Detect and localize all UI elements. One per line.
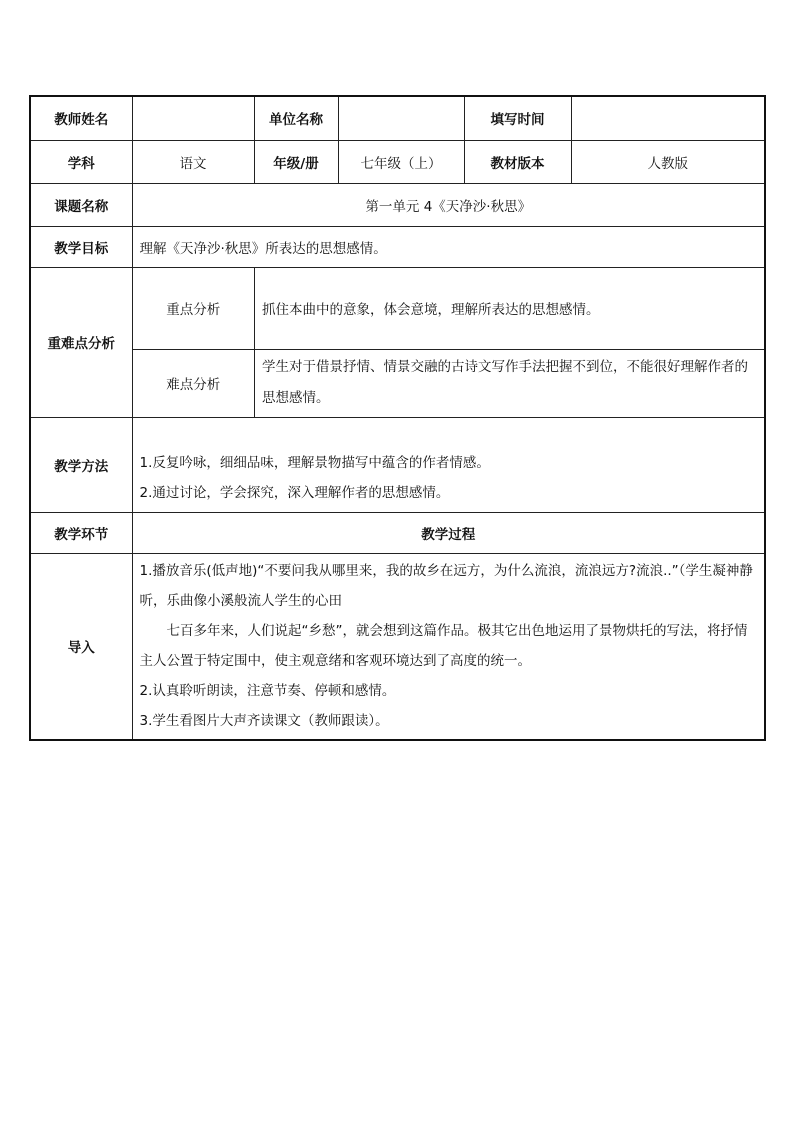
- focus-label: 重点分析: [133, 268, 255, 350]
- key-points-subtable: [133, 268, 765, 417]
- intro-paragraph[interactable]: 七百多年来，人们说起“乡愁”，就会想到这篇作品。极其它出色地运用了景物烘托的写法，将抒情主人公置于特定围中，使主观意绪和客观环境达到了高度的统一。: [139, 622, 748, 669]
- topic-value[interactable]: 第一单元 4《天净沙·秋思》: [132, 183, 765, 226]
- subject-value[interactable]: 语文: [132, 140, 254, 183]
- teacher-name-label: 教师姓名: [30, 96, 132, 140]
- grade-value[interactable]: 七年级（上）: [338, 140, 464, 183]
- difficulty-label: 难点分析: [133, 350, 255, 417]
- method-content: [132, 417, 765, 512]
- subject-label: 学科: [30, 140, 132, 183]
- lesson-plan-table: [29, 95, 766, 741]
- process-header-row: [30, 512, 765, 553]
- topic-label: 课题名称: [30, 183, 132, 226]
- goal-value[interactable]: 理解《天净沙·秋思》所表达的思想感情。: [132, 226, 765, 267]
- topic-row: [30, 183, 765, 226]
- intro-paragraph[interactable]: 3.学生看图片大声齐读课文（教师跟读）。: [139, 712, 389, 729]
- method-label: 教学方法: [30, 417, 132, 512]
- edition-label: 教材版本: [464, 140, 571, 183]
- teacher-name-value[interactable]: [132, 96, 254, 140]
- intro-paragraph[interactable]: 1.播放音乐(低声地)“不要问我从哪里来，我的故乡在远方，为什么流浪，流浪远方?流浪..”（学生凝神静听，乐曲像小溪般流人学生的心田: [139, 562, 753, 609]
- intro-content: [132, 553, 765, 740]
- header-row: [30, 96, 765, 140]
- method-item[interactable]: 2.通过讨论，学会探究，深入理解作者的思想感情。: [139, 484, 450, 501]
- method-item[interactable]: 1.反复吟咏，细细品味，理解景物描写中蕴含的作者情感。: [139, 454, 490, 471]
- key-analysis-label: 重难点分析: [30, 267, 132, 417]
- focus-value[interactable]: 抓住本曲中的意象，体会意境，理解所表达的思想感情。: [255, 268, 765, 350]
- grade-label: 年级/册: [254, 140, 338, 183]
- goal-row: [30, 226, 765, 267]
- key-points-row: [30, 267, 765, 417]
- fill-date-value[interactable]: [571, 96, 765, 140]
- fill-date-label: 填写时间: [464, 96, 571, 140]
- unit-name-value[interactable]: [338, 96, 464, 140]
- intro-paragraph[interactable]: 2.认真聆听朗读，注意节奏、停顿和感情。: [139, 682, 396, 699]
- intro-label: 导入: [30, 553, 132, 740]
- intro-row: [30, 553, 765, 740]
- method-row: [30, 417, 765, 512]
- goal-label: 教学目标: [30, 226, 132, 267]
- difficulty-value[interactable]: 学生对于借景抒情、情景交融的古诗文写作手法把握不到位，不能很好理解作者的思想感情。: [262, 359, 748, 407]
- unit-name-label: 单位名称: [254, 96, 338, 140]
- lesson-plan-sheet: [29, 95, 764, 741]
- edition-value[interactable]: 人教版: [571, 140, 765, 183]
- subject-row: [30, 140, 765, 183]
- stage-header-label: 教学环节: [30, 512, 132, 553]
- process-header-label: 教学过程: [132, 512, 765, 553]
